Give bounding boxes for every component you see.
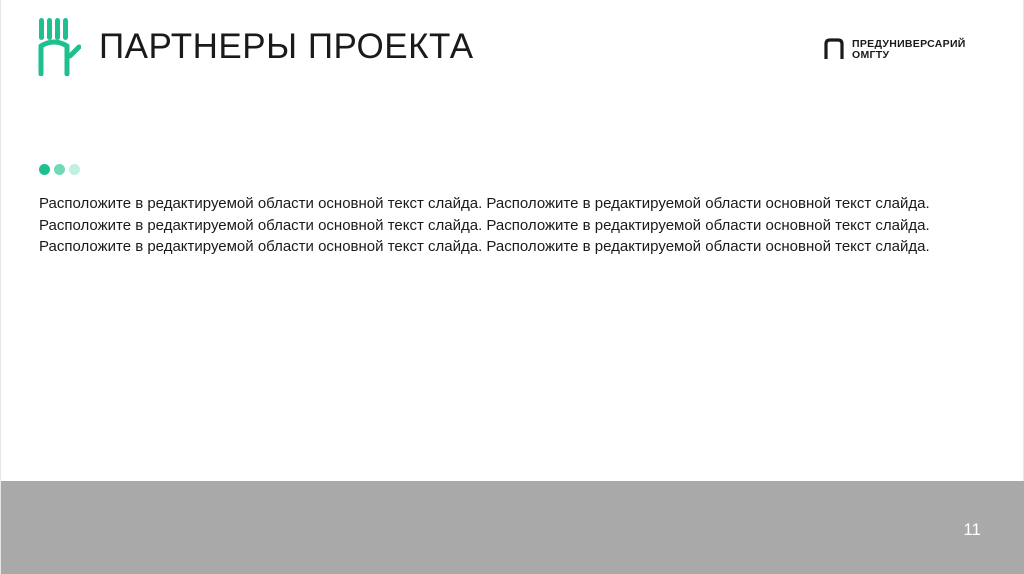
slide-title: ПАРТНЕРЫ ПРОЕКТА xyxy=(99,27,474,66)
slide-body-text: Расположите в редактируемой области основной текст слайда. Расположите в редактируемой области основной текст слайда. Расположите в редактируемой области основной текст слайда. Расположите в редактируемой области основной текст слайда. Расположите в редактируемой области основной текст слайда. Расположите в редактируемой области основной текст слайда. xyxy=(39,195,930,255)
dot-3 xyxy=(69,164,80,175)
slide-footer xyxy=(1,481,1024,574)
brand-subname: ОМГТУ xyxy=(852,49,890,61)
dot-2 xyxy=(54,164,65,175)
dot-1 xyxy=(39,164,50,175)
arch-logo-icon xyxy=(823,38,845,60)
hand-logo-icon xyxy=(37,16,81,76)
decorative-dots xyxy=(39,164,80,176)
brand-name: ПРЕДУНИВЕРСАРИЙ xyxy=(852,38,966,50)
brand-logo xyxy=(823,37,993,63)
page-number: 11 xyxy=(963,520,981,539)
